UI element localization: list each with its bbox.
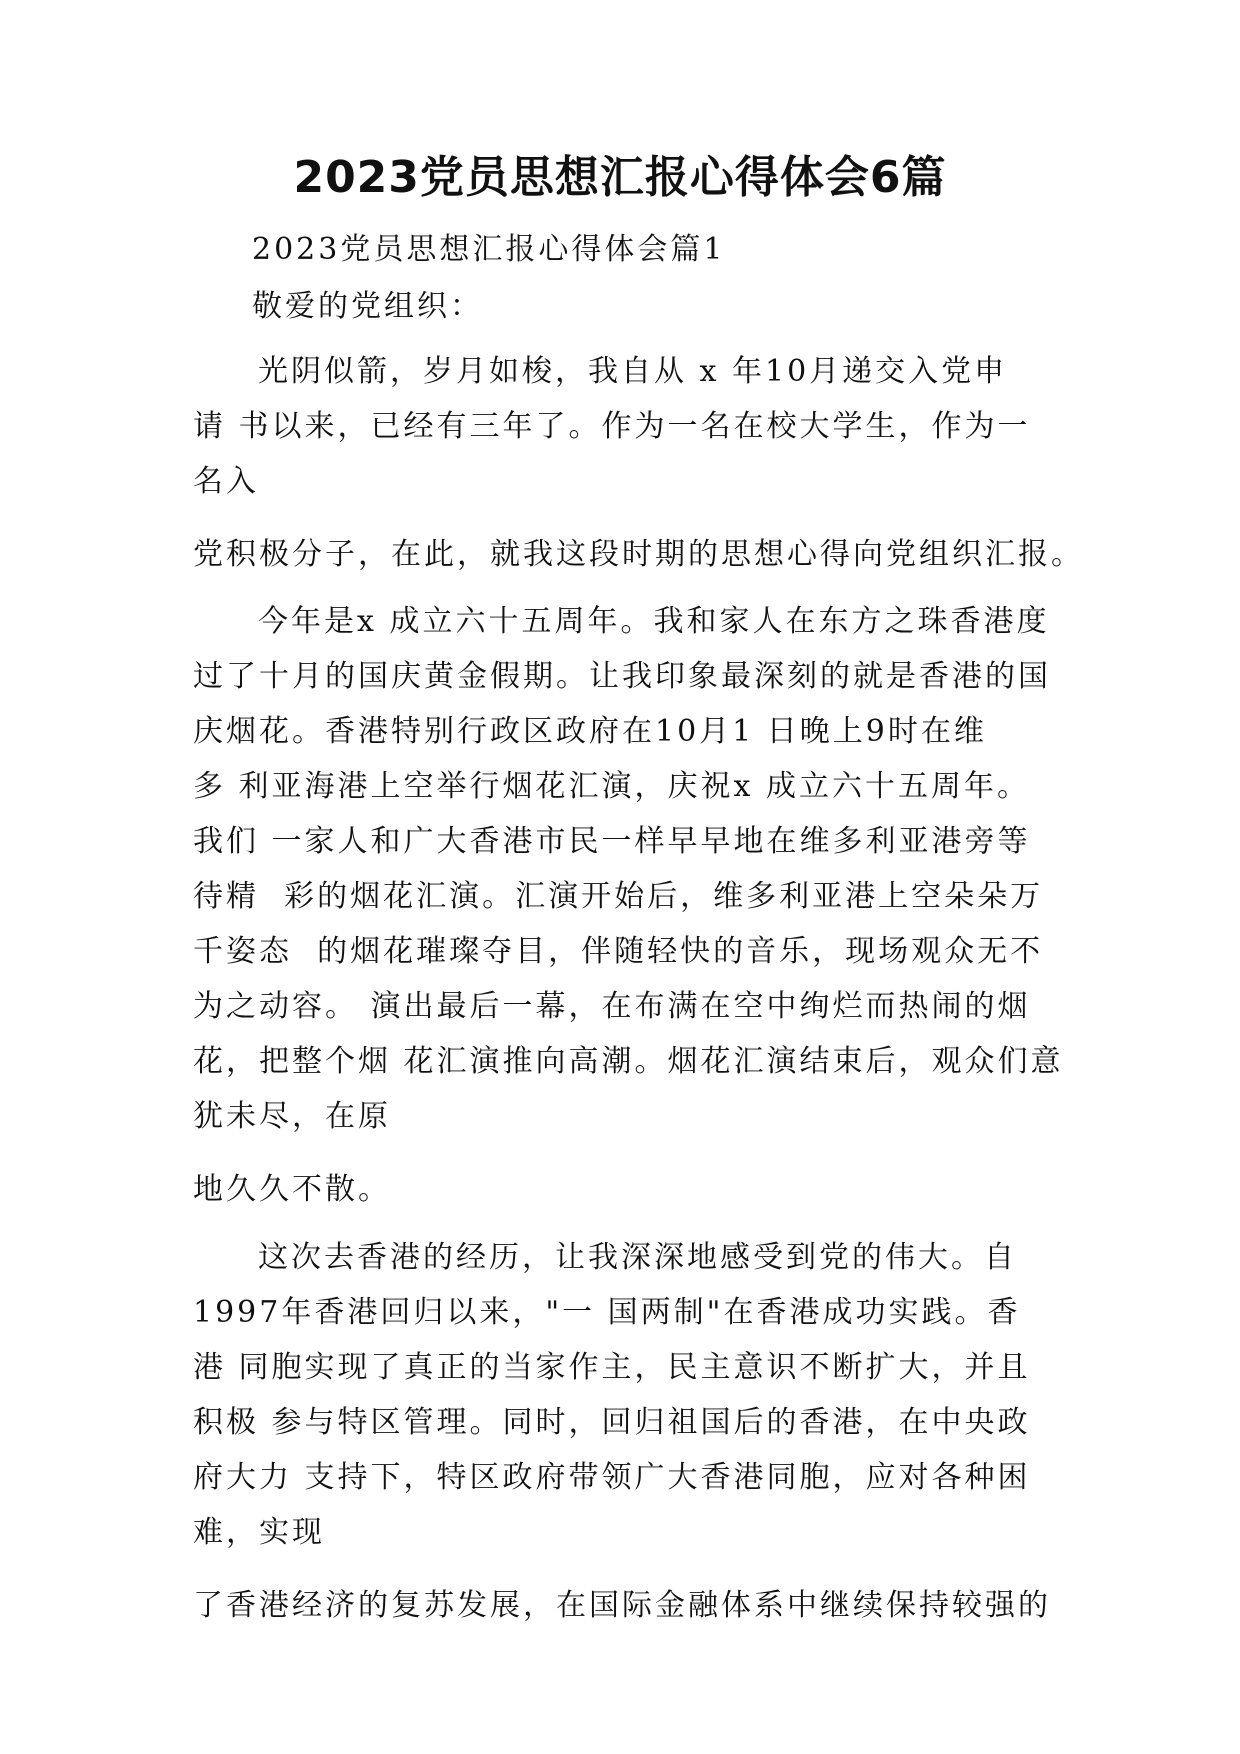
text-line: 府大力 支持下，特区政府带领广大香港同胞，应对各种困	[193, 1460, 1031, 1495]
text-line: 我们 一家人和广大香港市民一样早早地在维多利亚港旁等	[193, 824, 1031, 859]
text-line: 花，把整个烟 花汇演推向高潮。烟花汇演结束后，观众们意	[193, 1044, 1064, 1079]
text-line: 多 利亚海港上空举行烟花汇演，庆祝x 成立六十五周年。	[193, 769, 1030, 804]
salutation: 敬爱的党组织：	[252, 289, 483, 324]
text-line: 积极 参与特区管理。同时，回归祖国后的香港，在中央政	[193, 1405, 1031, 1440]
text-line: 这次去香港的经历，让我深深地感受到党的伟大。自	[258, 1240, 1017, 1275]
text-line: 为之动容。 演出最后一幕，在布满在空中绚烂而热闹的烟	[193, 989, 1031, 1024]
text-line: 过了十月的国庆黄金假期。让我印象最深刻的就是香港的国	[193, 659, 1051, 694]
text-line: 待精 彩的烟花汇演。汇演开始后，维多利亚港上空朵朵万	[193, 879, 1044, 914]
section-heading: 2023党员思想汇报心得体会篇1	[252, 232, 726, 267]
text-line: 了香港经济的复苏发展，在国际金融体系中继续保持较强的	[193, 1588, 1051, 1623]
text-line: 请 书以来，已经有三年了。作为一名在校大学生，作为一	[193, 409, 1031, 444]
text-line: 今年是x 成立六十五周年。我和家人在东方之珠香港度	[258, 604, 1050, 639]
text-line: 港 同胞实现了真正的当家作主，民主意识不断扩大，并且	[193, 1350, 1031, 1385]
text-line: 庆烟花。香港特别行政区政府在10月1 日晚上9时在维	[193, 714, 987, 749]
text-line: 千姿态 的烟花璀璨夺目，伴随轻快的音乐，现场观众无不	[193, 934, 1044, 969]
text-line: 1997年香港回归以来，"一 国两制"在香港成功实践。香	[193, 1295, 1021, 1330]
text-line: 名入	[193, 464, 259, 499]
text-line: 难，实现	[193, 1515, 325, 1550]
text-line: 犹未尽，在原	[193, 1099, 391, 1134]
text-line: 光阴似箭，岁月如梭，我自从 x 年10月递交入党申	[258, 354, 1008, 389]
document-title: 2023党员思想汇报心得体会6篇	[293, 152, 947, 203]
text-line: 地久久不散。	[193, 1172, 391, 1207]
text-line: 党积极分子，在此，就我这段时期的思想心得向党组织汇报。	[193, 537, 1084, 572]
